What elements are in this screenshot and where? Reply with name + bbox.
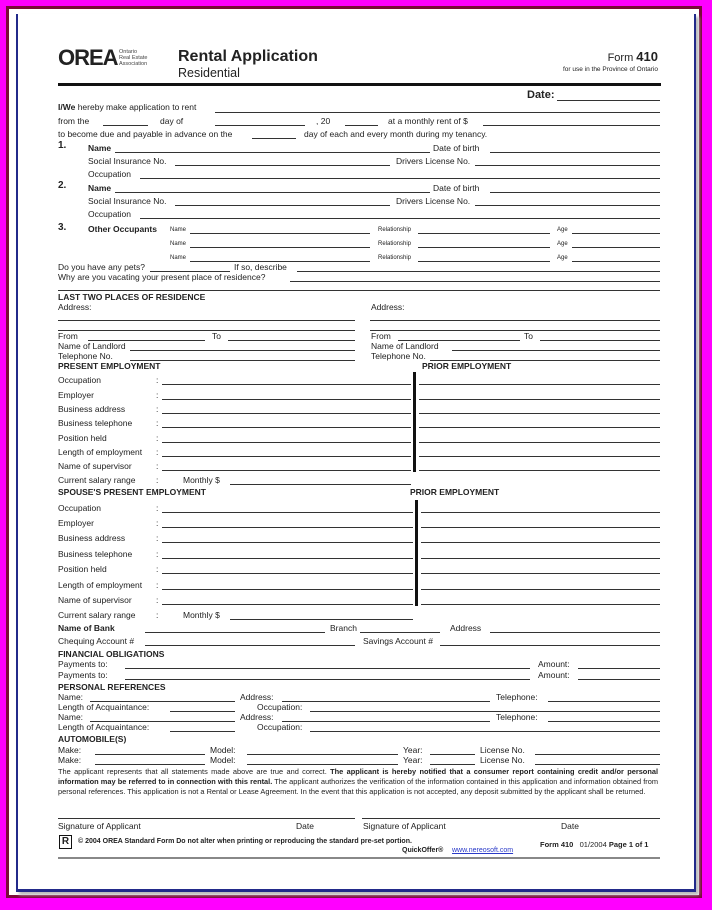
applicant2-dob-field[interactable]: [490, 192, 660, 193]
references-title: PERSONAL REFERENCES: [58, 682, 166, 692]
reference1-occupation-field[interactable]: [310, 711, 660, 712]
spouse-employment-monthly-label: Monthly $: [183, 610, 220, 620]
form-subtitle: Residential: [178, 66, 240, 80]
tenancy-label: day of each and every month during my tenancy.: [304, 129, 488, 139]
applicant2-occupation-label: Occupation: [88, 209, 131, 219]
form-number: Form 410: [607, 49, 658, 64]
spouse-employment-present-field[interactable]: [162, 527, 413, 528]
present-employment-present-field[interactable]: [162, 442, 411, 443]
residence-title: LAST TWO PLACES OF RESIDENCE: [58, 292, 206, 302]
spouse-employment-prior-field[interactable]: [421, 542, 660, 543]
financial-title: FINANCIAL OBLIGATIONS: [58, 649, 165, 659]
applicant2-dob-label: Date of birth: [433, 183, 480, 193]
disclaimer-paragraph: The applicant represents that all statements made above are true and correct. The applicant is hereby notified that a consumer report containing credit and/or personal information may be referred to in connection with this rental. The applicant authorizes the verification of the information contained in this application and information obtained from personal references. This application is not a Rental or Lease Agreement. In the event that this application is not accepted, any deposit submitted by the applicant shall be returned.: [58, 767, 658, 796]
obligation1-amount-label: Amount:: [538, 659, 570, 669]
spouse-employment-colon: :: [156, 533, 159, 543]
reference2-length-field[interactable]: [170, 731, 235, 732]
bank-address-field[interactable]: [490, 632, 660, 633]
applicant2-occupation-field[interactable]: [140, 218, 660, 219]
chequing-label: Chequing Account #: [58, 636, 135, 646]
applicant1-name-label: Name: [88, 143, 112, 153]
month-field[interactable]: [215, 125, 305, 126]
reference2-telephone-field[interactable]: [548, 721, 660, 722]
pets-question: Do you have any pets?: [58, 262, 145, 272]
applicant1-dob-field[interactable]: [490, 152, 660, 153]
present-employment-present-field[interactable]: [162, 399, 411, 400]
present-employment-present-field[interactable]: [162, 413, 411, 414]
residence1-telephone-label: Telephone No.: [58, 351, 113, 361]
chequing-field[interactable]: [145, 645, 355, 646]
present-employment-field-label: Business telephone: [58, 418, 133, 428]
bank-name-label: Name of Bank: [58, 623, 115, 633]
present-employment-colon: :: [156, 375, 159, 385]
province-note: for use in the Province of Ontario: [562, 66, 658, 73]
present-employment-colon: :: [156, 461, 159, 471]
applicant1-sin-field[interactable]: [175, 165, 390, 166]
obligation1-amount-field[interactable]: [578, 668, 660, 669]
from-the-label: from the: [58, 116, 90, 126]
occupant2-name-label: Name: [170, 241, 187, 247]
present-employment-colon: :: [156, 433, 159, 443]
spouse-prior-employment-title: PRIOR EMPLOYMENT: [410, 487, 500, 497]
occupant1-age-label: Age: [557, 227, 568, 233]
auto2-make-label: Make:: [58, 755, 82, 765]
present-employment-prior-field[interactable]: [419, 427, 660, 428]
spouse-employment-colon: :: [156, 595, 159, 605]
auto2-year-field[interactable]: [430, 764, 475, 765]
present-employment-monthly-field[interactable]: [230, 484, 411, 485]
obligation1-payments-label: Payments to:: [58, 659, 108, 669]
other-occupants-label: Other Occupants: [88, 224, 157, 234]
spouse-employment-monthly-field[interactable]: [230, 619, 413, 620]
reference1-length-label: Length of Acquaintance:: [58, 702, 150, 712]
spouse-employment-field-label: Occupation: [58, 503, 101, 513]
applicant2-dl-field[interactable]: [475, 205, 660, 206]
bank-name-field[interactable]: [145, 632, 325, 633]
applicant1-dl-label: Drivers License No.: [396, 156, 471, 166]
orea-logo-sub: Ontario Real Estate Association: [119, 49, 148, 67]
pets-describe-label: If so, describe: [234, 262, 287, 272]
signature1-label: Signature of Applicant: [58, 821, 141, 831]
spouse-employment-prior-field[interactable]: [421, 604, 660, 605]
savings-label: Savings Account #: [363, 636, 433, 646]
reference1-address-field[interactable]: [282, 701, 490, 702]
auto2-license-label: License No.: [480, 755, 525, 765]
applicant1-name-field[interactable]: [115, 152, 430, 153]
present-employment-prior-field[interactable]: [419, 399, 660, 400]
auto2-model-label: Model:: [210, 755, 236, 765]
obligation2-amount-field[interactable]: [578, 679, 660, 680]
spouse-employment-colon: :: [156, 580, 159, 590]
applicant2-sin-label: Social Insurance No.: [88, 196, 167, 206]
rent-address-field[interactable]: [215, 112, 660, 113]
reference2-name-label: Name:: [58, 712, 84, 722]
realtor-r-icon: R: [59, 835, 72, 849]
spouse-employment-present-field[interactable]: [162, 558, 413, 559]
reference2-address-field[interactable]: [282, 721, 490, 722]
spouse-employment-colon: :: [156, 564, 159, 574]
reference1-occupation-label: Occupation:: [257, 702, 303, 712]
copyright-notice: © 2004 OREA Standard Form Do not alter when printing or reproducing the standard pre-set portion.: [78, 838, 412, 845]
auto1-make-label: Make:: [58, 745, 82, 755]
applicant2-number: 2.: [58, 180, 67, 191]
signature1-field[interactable]: [58, 818, 355, 819]
obligation1-payments-field[interactable]: [125, 668, 530, 669]
spouse-employment-present-field[interactable]: [162, 573, 413, 574]
present-employment-prior-field[interactable]: [419, 442, 660, 443]
present-employment-present-field[interactable]: [162, 427, 411, 428]
spouse-employment-divider: [415, 500, 418, 606]
auto2-license-field[interactable]: [535, 764, 660, 765]
reference1-length-field[interactable]: [170, 711, 235, 712]
occupant1-relationship-label: Relationship: [378, 227, 412, 233]
auto2-year-label: Year:: [403, 755, 423, 765]
auto1-year-label: Year:: [403, 745, 423, 755]
date-field[interactable]: [557, 100, 660, 101]
present-employment-title: PRESENT EMPLOYMENT: [58, 361, 161, 371]
applicant1-dl-field[interactable]: [475, 165, 660, 166]
residence2-telephone-label: Telephone No.: [371, 351, 426, 361]
occupant3-relationship-field[interactable]: [418, 261, 550, 262]
residence1-to-label: To: [212, 331, 221, 341]
spouse-employment-salary-label: Current salary range: [58, 610, 136, 620]
signature2-label: Signature of Applicant: [363, 821, 446, 831]
employment-divider: [413, 372, 416, 472]
applicant1-number: 1.: [58, 140, 67, 151]
obligation2-payments-label: Payments to:: [58, 670, 108, 680]
present-employment-field-label: Length of employment: [58, 447, 143, 457]
residence2-from-label: From: [371, 331, 391, 341]
occupant1-name-label: Name: [170, 227, 187, 233]
auto2-make-field[interactable]: [95, 764, 205, 765]
savings-field[interactable]: [440, 645, 660, 646]
reference1-address-label: Address:: [240, 692, 274, 702]
spouse-employment-colon: :: [156, 503, 159, 513]
orea-logo: OREA: [58, 45, 118, 70]
present-employment-colon: :: [156, 404, 159, 414]
present-employment-prior-field[interactable]: [419, 413, 660, 414]
spouse-employment-prior-field[interactable]: [421, 558, 660, 559]
residence2-address-label: Address:: [371, 302, 405, 312]
auto1-model-label: Model:: [210, 745, 236, 755]
signature2-date-label: Date: [561, 821, 579, 831]
residence1-landlord-label: Name of Landlord: [58, 341, 126, 351]
present-employment-colon: :: [156, 447, 159, 457]
present-employment-present-field[interactable]: [162, 384, 411, 385]
present-employment-field-label: Position held: [58, 433, 107, 443]
spouse-employment-field-label: Name of supervisor: [58, 595, 132, 605]
spouse-employment-title: SPOUSE'S PRESENT EMPLOYMENT: [58, 487, 206, 497]
spouse-employment-present-field[interactable]: [162, 589, 413, 590]
monthly-rent-field[interactable]: [483, 125, 660, 126]
reference2-occupation-label: Occupation:: [257, 722, 303, 732]
present-employment-prior-field[interactable]: [419, 456, 660, 457]
residence1-address-label: Address:: [58, 302, 92, 312]
auto1-year-field[interactable]: [430, 754, 475, 755]
occupant2-relationship-label: Relationship: [378, 241, 412, 247]
automobiles-title: AUTOMOBILE(S): [58, 734, 127, 744]
present-employment-field-label: Name of supervisor: [58, 461, 132, 471]
reference1-name-label: Name:: [58, 692, 84, 702]
prior-employment-title: PRIOR EMPLOYMENT: [422, 361, 512, 371]
present-employment-salary-label: Current salary range: [58, 475, 136, 485]
spouse-employment-field-label: Employer: [58, 518, 94, 528]
present-employment-prior-field[interactable]: [419, 470, 660, 471]
vacating-field[interactable]: [290, 281, 660, 282]
intro-line1: I/We hereby make application to rent: [58, 102, 197, 112]
branch-field[interactable]: [360, 632, 440, 633]
auto1-model-field[interactable]: [247, 754, 398, 755]
reference1-telephone-label: Telephone:: [496, 692, 538, 702]
year-label: , 20: [316, 116, 331, 126]
present-employment-field-label: Employer: [58, 390, 94, 400]
residence1-address-field[interactable]: [58, 320, 355, 321]
applicant1-occupation-label: Occupation: [88, 169, 131, 179]
year-field[interactable]: [345, 125, 378, 126]
spouse-employment-colon: :: [156, 518, 159, 528]
residence2-to-field[interactable]: [540, 340, 660, 341]
signature1-date-label: Date: [296, 821, 314, 831]
spouse-employment-prior-field[interactable]: [421, 527, 660, 528]
reference2-occupation-field[interactable]: [310, 731, 660, 732]
occupant3-age-label: Age: [557, 255, 568, 261]
due-day-field[interactable]: [252, 138, 296, 139]
form-title: Rental Application: [178, 48, 318, 65]
residence1-landlord-field[interactable]: [130, 350, 355, 351]
spouse-employment-present-field[interactable]: [162, 542, 413, 543]
spouse-employment-colon: :: [156, 610, 159, 620]
bank-address-label: Address: [450, 623, 482, 633]
applicant2-name-field[interactable]: [115, 192, 430, 193]
present-employment-colon: :: [156, 418, 159, 428]
residence2-to-label: To: [524, 331, 533, 341]
applicant2-name-label: Name: [88, 183, 112, 193]
from-day-field[interactable]: [103, 125, 148, 126]
reference2-telephone-label: Telephone:: [496, 712, 538, 722]
present-employment-field-label: Occupation: [58, 375, 101, 385]
residence2-landlord-label: Name of Landlord: [371, 341, 439, 351]
spouse-employment-field-label: Business address: [58, 533, 126, 543]
auto1-make-field[interactable]: [95, 754, 205, 755]
applicant1-occupation-field[interactable]: [140, 178, 660, 179]
present-employment-prior-field[interactable]: [419, 384, 660, 385]
spouse-employment-field-label: Length of employment: [58, 580, 143, 590]
date-label: Date:: [527, 89, 555, 101]
applicant1-sin-label: Social Insurance No.: [88, 156, 167, 166]
auto1-license-label: License No.: [480, 745, 525, 755]
reference2-address-label: Address:: [240, 712, 274, 722]
occupant2-relationship-field[interactable]: [418, 247, 550, 248]
applicant2-dl-label: Drivers License No.: [396, 196, 471, 206]
occupant3-age-field[interactable]: [572, 261, 660, 262]
spouse-employment-prior-field[interactable]: [421, 512, 660, 513]
obligation2-payments-field[interactable]: [125, 679, 530, 680]
residence1-address-field-2[interactable]: [58, 330, 355, 331]
spouse-employment-prior-field[interactable]: [421, 589, 660, 590]
vacating-question: Why are you vacating your present place of residence?: [58, 272, 266, 282]
spouse-employment-present-field[interactable]: [162, 604, 413, 605]
pets-describe-field[interactable]: [297, 271, 660, 272]
residence2-address-field-2[interactable]: [370, 330, 660, 331]
occupants-number: 3.: [58, 222, 67, 233]
occupant1-name-field[interactable]: [190, 233, 370, 234]
spouse-employment-field-label: Position held: [58, 564, 107, 574]
residence2-address-field[interactable]: [370, 320, 660, 321]
reference1-telephone-field[interactable]: [548, 701, 660, 702]
applicant2-sin-field[interactable]: [175, 205, 390, 206]
present-employment-field-label: Business address: [58, 404, 126, 414]
present-employment-monthly-label: Monthly $: [183, 475, 220, 485]
obligation2-amount-label: Amount:: [538, 670, 570, 680]
occupant3-name-label: Name: [170, 255, 187, 261]
branch-label: Branch: [330, 623, 357, 633]
spouse-employment-prior-field[interactable]: [421, 573, 660, 574]
day-of-label: day of: [160, 116, 184, 126]
occupant3-relationship-label: Relationship: [378, 255, 412, 261]
form-footer-info: Form 410 01/2004 Page 1 of 1: [540, 840, 649, 849]
present-employment-colon: :: [156, 390, 159, 400]
spouse-employment-field-label: Business telephone: [58, 549, 133, 559]
residence1-telephone-field[interactable]: [130, 360, 355, 361]
occupant2-age-field[interactable]: [572, 247, 660, 248]
auto2-model-field[interactable]: [247, 764, 398, 765]
occupant2-name-field[interactable]: [190, 247, 370, 248]
nereosoft-link[interactable]: www.nereosoft.com: [452, 847, 514, 854]
footer-rule: [58, 857, 660, 859]
due-label: to become due and payable in advance on the: [58, 129, 233, 139]
auto1-license-field[interactable]: [535, 754, 660, 755]
spouse-employment-colon: :: [156, 549, 159, 559]
present-employment-present-field[interactable]: [162, 470, 411, 471]
monthly-rent-label: at a monthly rent of $: [388, 116, 468, 126]
reference2-length-label: Length of Acquaintance:: [58, 722, 150, 732]
residence1-to-field[interactable]: [228, 340, 355, 341]
residence2-landlord-field[interactable]: [452, 350, 660, 351]
applicant1-dob-label: Date of birth: [433, 143, 480, 153]
residence1-from-label: From: [58, 331, 78, 341]
occupant2-age-label: Age: [557, 241, 568, 247]
spouse-employment-present-field[interactable]: [162, 512, 413, 513]
present-employment-present-field[interactable]: [162, 456, 411, 457]
signature2-field[interactable]: [362, 818, 660, 819]
quickoffer-label: QuickOffer®: [402, 847, 444, 854]
present-employment-colon: :: [156, 475, 159, 485]
occupant1-relationship-field[interactable]: [418, 233, 550, 234]
vacating-field-2[interactable]: [58, 290, 660, 291]
header-rule: [58, 83, 661, 86]
occupant1-age-field[interactable]: [572, 233, 660, 234]
